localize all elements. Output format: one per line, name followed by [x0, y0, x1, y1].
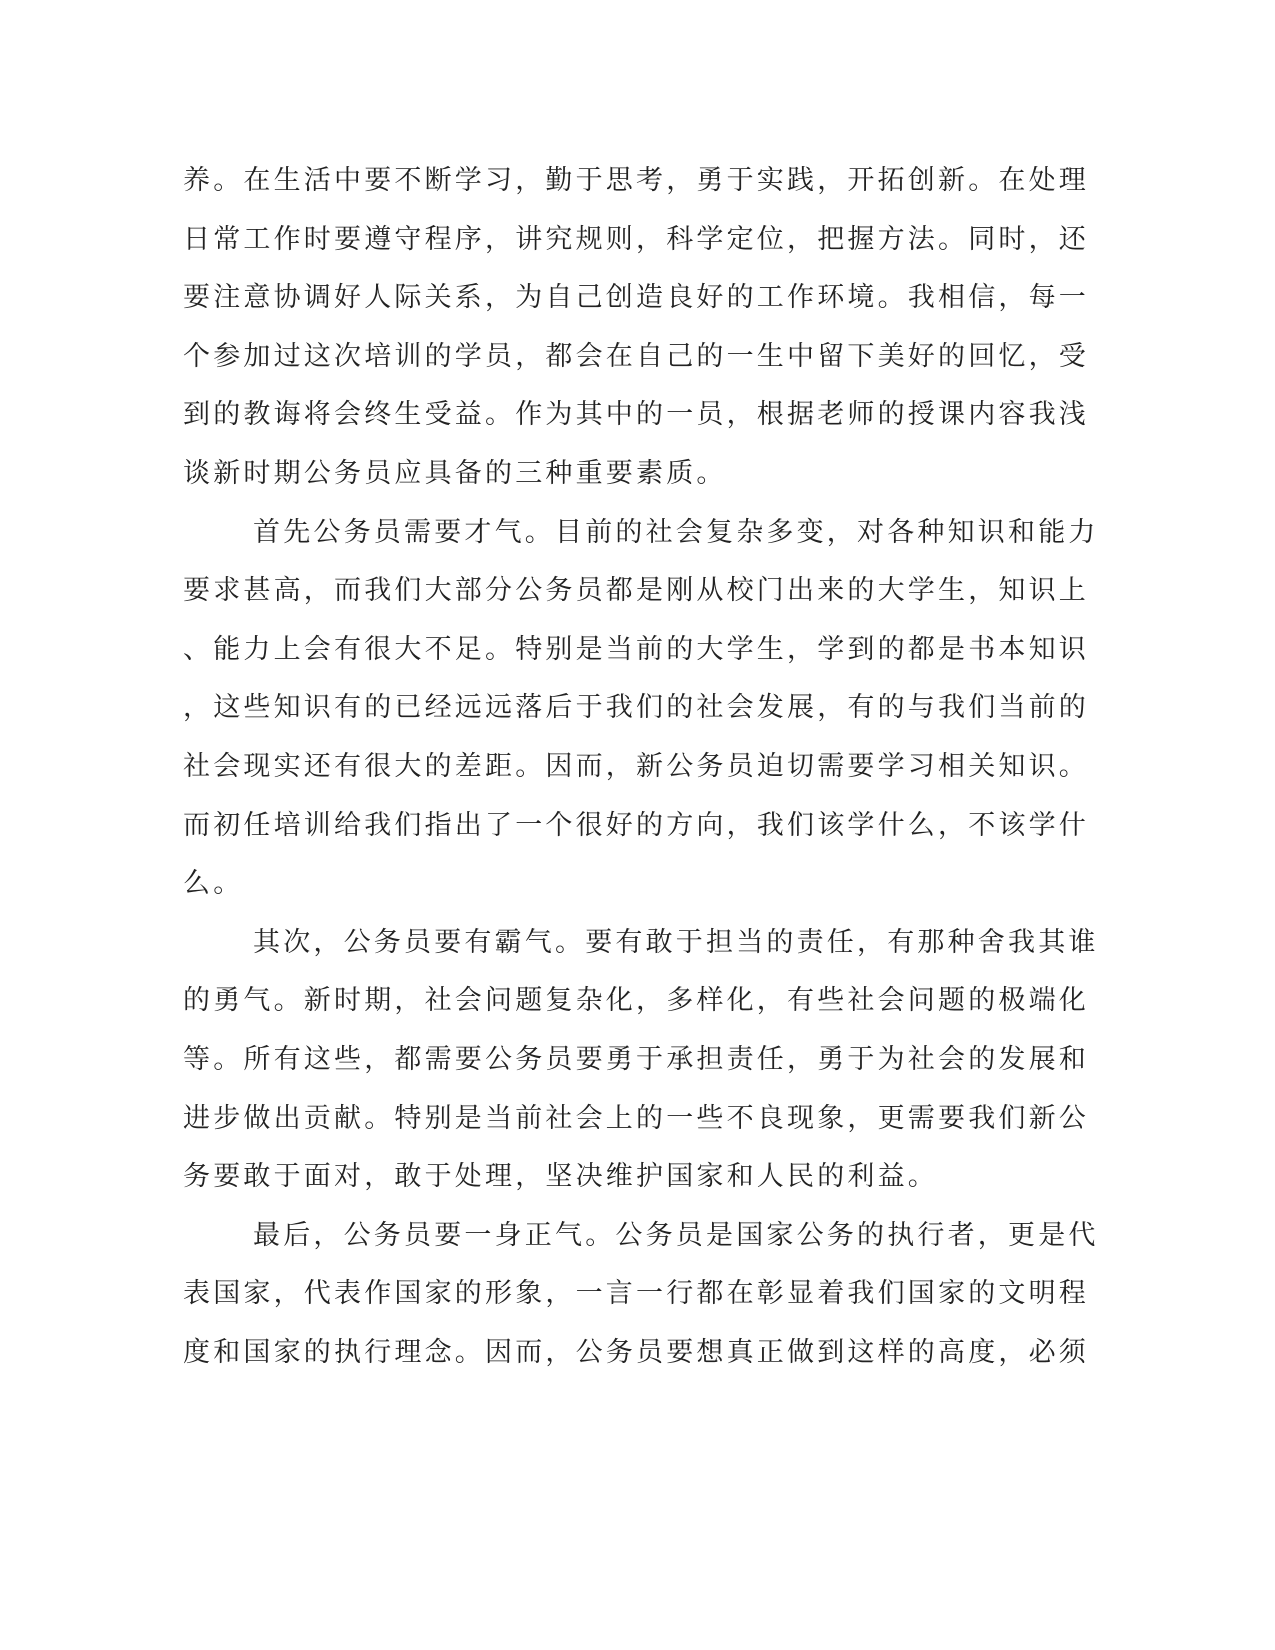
text-line: 谈新时期公务员应具备的三种重要素质。 [183, 457, 727, 489]
text-line: ，这些知识有的已经远远落后于我们的社会发展，有的与我们当前的 [183, 692, 1089, 724]
text-line: 的勇气。新时期，社会问题复杂化，多样化，有些社会问题的极端化 [183, 985, 1089, 1017]
text-line: 等。所有这些，都需要公务员要勇于承担责任，勇于为社会的发展和 [183, 1043, 1089, 1075]
text-line: 个参加过这次培训的学员，都会在自己的一生中留下美好的回忆，受 [183, 340, 1089, 372]
paragraph-first-line: 其次，公务员要有霸气。要有敢于担当的责任，有那种舍我其谁 [253, 926, 1099, 958]
text-line: 要注意协调好人际关系，为自己创造良好的工作环境。我相信，每一 [183, 282, 1089, 314]
text-line: 日常工作时要遵守程序，讲究规则，科学定位，把握方法。同时，还 [183, 223, 1089, 255]
text-line: 度和国家的执行理念。因而，公务员要想真正做到这样的高度，必须 [183, 1336, 1089, 1368]
paragraph-first-line: 最后，公务员要一身正气。公务员是国家公务的执行者，更是代 [253, 1219, 1099, 1251]
text-line: 到的教诲将会终生受益。作为其中的一员，根据老师的授课内容我浅 [183, 399, 1089, 431]
text-line: 表国家，代表作国家的形象，一言一行都在彰显着我们国家的文明程 [183, 1278, 1089, 1310]
text-line: 社会现实还有很大的差距。因而，新公务员迫切需要学习相关知识。 [183, 750, 1089, 782]
text-line: 要求甚高，而我们大部分公务员都是刚从校门出来的大学生，知识上 [183, 575, 1089, 607]
text-line: 务要敢于面对，敢于处理，坚决维护国家和人民的利益。 [183, 1161, 938, 1193]
text-line: 么。 [183, 868, 244, 900]
body-text [183, 152, 1099, 1382]
text-line: 、能力上会有很大不足。特别是当前的大学生，学到的都是书本知识 [183, 633, 1089, 665]
text-line: 养。在生活中要不断学习，勤于思考，勇于实践，开拓创新。在处理 [183, 165, 1089, 196]
paragraph-first-line: 首先公务员需要才气。目前的社会复杂多变，对各种知识和能力 [253, 516, 1099, 548]
text-line: 而初任培训给我们指出了一个很好的方向，我们该学什么，不该学什 [183, 809, 1089, 841]
text-line: 进步做出贡献。特别是当前社会上的一些不良现象，更需要我们新公 [183, 1102, 1089, 1134]
